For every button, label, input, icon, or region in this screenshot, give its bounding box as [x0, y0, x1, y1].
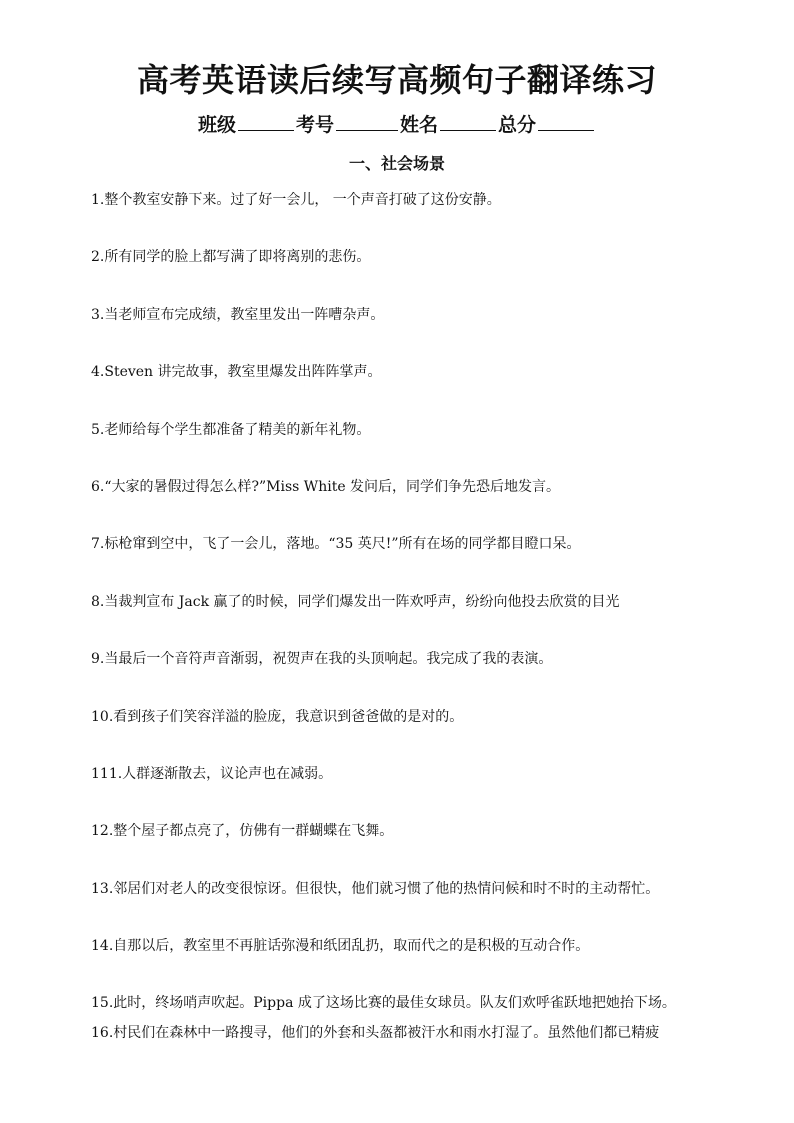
sentence-item: 9.当最后一个音符声音渐弱，祝贺声在我的头顶响起。我完成了我的表演。 [91, 651, 553, 668]
sentence-item: 6.“大家的暑假过得怎么样?”Miss White 发问后，同学们争先恐后地发言。 [91, 478, 561, 495]
name-label: 姓名 [400, 114, 439, 136]
sentence-item: 111.人群逐渐散去，议论声也在减弱。 [91, 765, 333, 782]
name-blank [440, 110, 496, 131]
sentence-item: 12.整个屋子都点亮了，仿佛有一群蝴蝶在飞舞。 [91, 823, 394, 840]
sentence-item: 2.所有同学的脸上都写满了即将离别的悲伤。 [91, 249, 371, 266]
student-info-line [0, 110, 794, 139]
exam-no-label: 考号 [295, 114, 334, 136]
sentence-item: 7.标枪窜到空中，飞了一会儿，落地。“35 英尺!”所有在场的同学都目瞪口呆。 [91, 536, 581, 553]
page-title: 高考英语读后续写高频句子翻译练习 [136, 61, 657, 99]
sentence-item: 1.整个教室安静下来。过了好一会儿， 一个声音打破了这份安静。 [91, 192, 501, 208]
class-label: 班级 [197, 114, 236, 136]
sentence-item: 14.自那以后，教室里不再脏话弥漫和纸团乱扔，取而代之的是积极的互动合作。 [91, 938, 590, 955]
sentence-item: 8.当裁判宣布 Jack 赢了的时候，同学们爆发出一阵欢呼声，纷纷向他投去欣赏的目光 [91, 593, 620, 610]
sentence-item: 5.老师给每个学生都准备了精美的新年礼物。 [91, 421, 371, 438]
sentence-list [91, 187, 741, 1078]
score-blank [538, 110, 594, 131]
sentence-item: 13.邻居们对老人的改变很惊讶。但很快，他们就习惯了他的热情问候和时不时的主动帮忙。 [91, 880, 660, 897]
sentence-item: 16.村民们在森林中一路搜寻，他们的外套和头盔都被汗水和雨水打湿了。虽然他们都已精疲 [91, 1025, 660, 1042]
class-blank [238, 110, 294, 131]
sentence-item: 3.当老师宣布完成绩，教室里发出一阵嘈杂声。 [91, 306, 385, 323]
sentence-item: 4.Steven 讲完故事，教室里爆发出阵阵掌声。 [91, 364, 382, 381]
section-heading: 一、社会场景 [348, 154, 445, 173]
exam-no-blank [336, 110, 398, 131]
sentence-item: 15.此时，终场哨声吹起。Pippa 成了这场比赛的最佳女球员。队友们欢呼雀跃地把她抬下场。 [91, 995, 676, 1012]
score-label: 总分 [498, 114, 537, 136]
sentence-item: 10.看到孩子们笑容洋溢的脸庞，我意识到爸爸做的是对的。 [91, 708, 464, 725]
